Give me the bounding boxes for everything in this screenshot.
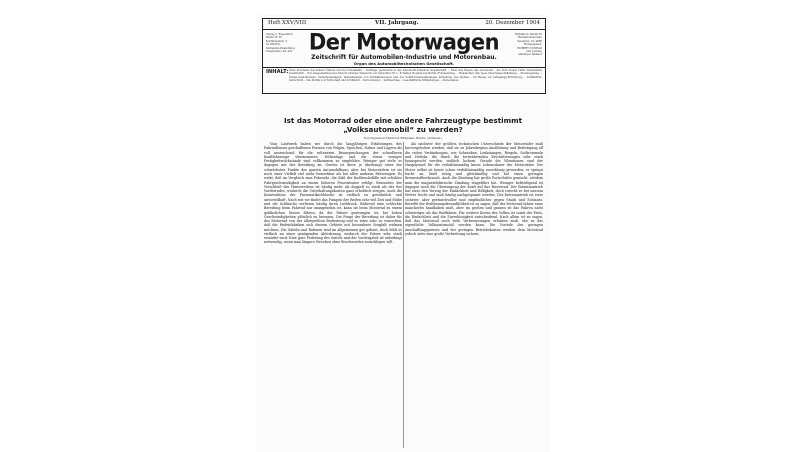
newspaper-title: Der Motorwagen (308, 29, 500, 55)
contents-label: INHALT: (266, 69, 289, 75)
newspaper-organ-line: Organ des Automobiltechnischen Gesellschaft. (353, 61, 455, 66)
article-byline: Von Ingenieur Heinrich Birkenau, Berlin. (Schluss.) (363, 136, 443, 140)
masthead-rule-bottom (263, 67, 545, 68)
masthead (262, 18, 546, 94)
masthead-topline (263, 20, 545, 29)
article-column-right: Als nächster der größten technischen Unterschiede der Motorräder muß hervorgehoben werden, daß sie zu Jahresbeginn Ausführung und Befestigung all die vielen Verbindungen, wie Schrauben, Lenkstangen, Riegeln, Seiltrommeln und Hebeln, die durch die fortwährenden Erschütterungen sehr stark beansprucht werden, vielfach lockern. Gerade die Vibrationen sind der Hauptgrund für die verhältnismäßig kurze Lebensdauer der Motorräder. Der Motor selbst ist heute schon verhältnismäßig zuverlässig geworden; er springt leicht an, läuft ruhig und gleichmäßig und hat einen geringen Brennstoffverbrauch. Auch die Zündung hat große Fortschritte gemacht, seitdem man die magnetelektrische Zündung eingeführt hat. Weniger befriedigend ist dagegen noch die Übertragung der Kraft auf das Hinterrad. Der Riemenantrieb hat zwar den Vorzug der Einfachheit und Billigkeit, doch rutscht er bei nassem Wetter leicht und muß häufig nachgespannt werden. Der Kettenantrieb ist zwar sicherer, aber geräuschvoller und empfindlicher gegen Staub und Schmutz. Betreffs der Bedienungsfreundlichkeit ist zu sagen, daß der Motorrad fahrer zwar mancherlei handhaben muß, aber im großen und ganzen ist das Fahren nicht schwieriger als das Radfahren. Für weitere Kreise des Volkes ist somit der Preis, die Einfachheit und die Zuverlässigkeit entscheidend. Nach allem ist zu sagen, daß das Motorrad noch viele Verbesserungen erfahren muß, ehe es das eigentliche Volksautomobil werden kann. Die Vorteile des geringen Anschaffungspreises und der geringen Betriebskosten werden dem Motorrad jedoch stets eine große Verbreitung sichern. (405, 142, 543, 236)
publisher-info-right: Redaktion: Berlin W. Redaktionsbureau Telephon: VI, 4888 Herausgeber: ROBERT CONRAD und Leitung alleiniger Inhaber (515, 33, 542, 57)
issue-number: Heft XXV/VIII (268, 20, 307, 26)
issue-date: 20. Dezember 1904 (485, 20, 540, 26)
contents-text: Über Probleme des Kölner Viktors und der Eisenbahn – Verträge, gedrückte in der Automobil-Industrie Gesellschaft. – Über das Wesen des Automobil – die Ford Nebel 1906. Verständnis konstruktiv – Zur Ausgestaltung des Motors Charles Vinswerk von Sprechter W. L. P. Weller, Bogdan bei Berlin (Fortsetzung). – Rundschau: Die neue Vereinsbeschränkung. – Preisregelung. – Schau-Ausschreiben: Verkehrsauflagen. Wendeltabelle von Kraftfahrzeugen und der Schiff-Unternehmungen Verteilung des Stoffes – im Bezug zur Jahrgangs-Erörterung – Schiffahrts-Zeitschrift. – Die Politik von Wirtschaft und Schiffahrt – Verrechnung. – Vermischtes. – Geschäftliche Mitteilungen. – Personalien. (289, 69, 542, 82)
column-divider (403, 142, 404, 448)
publisher-info-left: Verlag u. Expedition Berlin W. 35 Kurfürstenstr. 3 M. KRAYN, Verlagsbuchhandlung Telegramm: 44, Adr. (266, 33, 295, 54)
article-column-left: Vom Laufwerk haben wir durch die langjährigen Erfahrungen des Fahrradbaues geschaffenen Formen von Felgen, Speichen, Naben und Lagern als voll ausreichend für die selteneren Beanspruchungen der schnelleren Kraftfahrzeuge übernommen. Höhenlage und die etwas weniger Festigkeitsrückstände sind vollkommen zu empfehlen. Weniger gut steht es dagegen mit der Bereifung an. Gewiss ist diese je überhaupt einer der schwächsten Punkte des ganzen Automobilbaus; aber bei Motorrädern ist sie noch einer Vielfalt viel mehr bemerkbar als bei allen anderen Fahrzeugen. Es wirkt, daß im Vergleich zum Fahrrade, die Zahl der Radbruchsfälle mit erhöhter Fahrgeschwindigkeit an einem höheren Prozentsatze erfolgt. Besonders der Verschleiß des Hinterreifens ist häufig mehr als doppelt so stark als der des Vorderrades, wodurch die Unterhaltungskosten ganz erheblich steigen. Auch die Konstruktion der Pneumatikschläuche ist vielfach zu gewöhnlich und unvorteilhaft. Nach wie vor findet das Pumpen der Reifen sehr viel Zeit und Mühe und die Schläuche verlieren häufig ihren Luftdruck. Während eine schlechte Bereifung beim Fahrrad nur unangenehm ist, kann sie beim Motorrad zu einem gefährlichen Sturze führen, da der Fahrer gezwungen ist, bei hohen Geschwindigkeiten plötzlich zu bremsen. Die Frage der Bereifung ist daher für das Motorrad von der allergrößten Bedeutung und es wäre sehr zu wünschen, daß die Reifenfabriken sich diesem Gebiete mit besonderer Sorgfalt widmen möchten. Die Gabeln und Rahmen sind im allgemeinen gut gebaut, doch fehlt es vielfach an einer genügenden Abfederung, wodurch der Fahrer sehr stark ermüdet wird. Eine gute Federung des Sattels und der Vordergabel ist unbedingt notwendig, wenn man längere Strecken ohne Beschwerden zurücklegen will. (264, 142, 402, 245)
article-title: Ist das Motorrad oder eine andere Fahrzeugtype bestimmt „Volksautomobil“ zu werden? (283, 116, 523, 134)
volume-year: VII. Jahrgang. (375, 20, 419, 26)
newspaper-page (258, 16, 548, 452)
newspaper-subtitle: Zeitschrift für Automobilen-Industrie und Motorenbau. (311, 54, 497, 61)
